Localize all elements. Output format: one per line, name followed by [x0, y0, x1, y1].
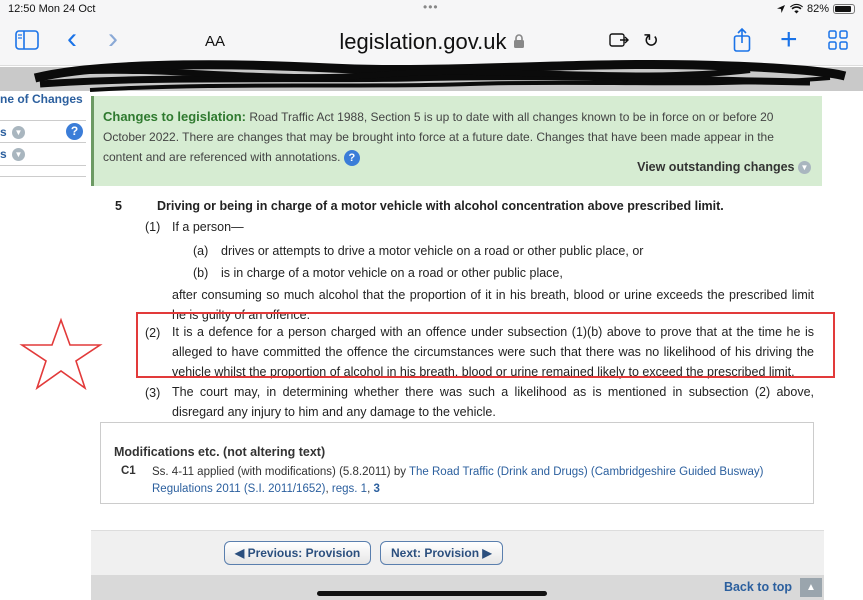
new-tab-button[interactable]: + [780, 23, 798, 56]
help-icon[interactable]: ? [66, 123, 83, 140]
subsection-3-text: The court may, in determining whether there was such a likelihood as is mentioned in subsection (2) above, disregard any injury to him and any damage to the vehicle. [172, 385, 814, 419]
status-right [776, 3, 855, 15]
home-indicator[interactable] [317, 591, 547, 596]
multitask-dots[interactable]: ••• [423, 0, 439, 14]
sidebar-row-1[interactable] [0, 120, 86, 143]
subsection-2-number: (2) [145, 326, 161, 340]
subsection-2-text: It is a defence for a person charged with an offence under subsection (1)(b) above to prove that at the time he is alleged to have committed the offence the circumstances were such that there was no likelihood of his driving the vehicle whilst the proportion of alcohol in his breath, blood or urine remained likely to exceed the prescribed limit. [172, 325, 814, 379]
help-icon[interactable]: ? [344, 150, 360, 166]
modification-c1-text [152, 464, 802, 498]
para-a-text: drives or attempts to drive a motor vehicle on a road or other public place, or [221, 244, 644, 258]
changes-notice [91, 96, 822, 186]
status-time: 12:50 Mon 24 Oct [8, 3, 96, 15]
chevron-down-icon: ▼ [798, 161, 811, 174]
sidebar-divider [0, 176, 86, 177]
previous-provision-button[interactable]: ◀ Previous: Provision [224, 541, 371, 565]
wifi-icon [790, 4, 803, 14]
lock-icon [513, 34, 525, 49]
modification-prefix: Ss. 4-11 applied (with modifications) (5.8.2011) by [152, 466, 406, 478]
annotation-highlight-box [136, 312, 835, 378]
domain-text: legislation.gov.uk [339, 29, 507, 54]
tabs-overview-icon[interactable] [828, 30, 848, 54]
sidebar-title[interactable]: ne of Changes [0, 92, 83, 106]
para-a-number: (a) [193, 244, 209, 258]
url-domain[interactable] [183, 29, 681, 55]
page-footer [91, 575, 824, 600]
separator: , [325, 483, 329, 495]
sidebar-row-2-label: s [0, 147, 7, 161]
view-outstanding-changes-link[interactable] [637, 157, 811, 177]
modifications-box [100, 422, 814, 504]
arrow-up-icon[interactable]: ▲ [800, 578, 822, 597]
reg-3-link[interactable]: 3 [373, 483, 380, 495]
regs-1-link[interactable]: regs. 1 [331, 483, 368, 495]
changes-label: Changes to legislation: [103, 109, 247, 124]
changes-text: Road Traffic Act 1988, Section 5 is up to date with all changes known to be in force on or before 20 October 2022. There are changes that may be brought into force at a future date. Changes that have been made appear in the content and are referenced with annotations. [103, 110, 774, 164]
modifications-title: Modifications etc. (not altering text) [114, 445, 326, 459]
separator: , [367, 483, 371, 495]
sidebar-toggle-icon[interactable] [15, 30, 39, 54]
star-annotation-icon [20, 318, 102, 390]
sidebar-row-2[interactable] [0, 143, 86, 166]
battery-percent: 82% [806, 3, 829, 15]
share-icon[interactable] [733, 28, 751, 56]
chevron-down-icon[interactable]: ▼ [12, 126, 25, 139]
forward-button[interactable]: › [108, 22, 118, 55]
regulation-link[interactable]: The Road Traffic (Drink and Drugs) (Cambridgeshire Guided Busway) Regulations 2011 (S.I. 2011/1652) [152, 466, 764, 495]
subsection-1-number: (1) [145, 220, 161, 234]
location-arrow-icon [776, 4, 786, 14]
para-b-text: is in charge of a motor vehicle on a road or other public place, [221, 266, 563, 280]
section-number: 5 [115, 199, 122, 213]
battery-icon [833, 4, 855, 14]
modification-c1-label: C1 [121, 465, 136, 477]
subsection-3-number: (3) [145, 386, 161, 400]
para-b-number: (b) [193, 266, 209, 280]
status-bar [0, 0, 863, 18]
chevron-down-icon[interactable]: ▼ [12, 148, 25, 161]
text-size-button[interactable]: AA [205, 33, 226, 50]
back-to-top-link[interactable]: Back to top [723, 580, 792, 594]
reader-icon[interactable] [609, 32, 629, 53]
provision-nav [91, 530, 824, 575]
sidebar-row-1-label: s [0, 125, 7, 139]
reload-button[interactable]: ↻ [643, 31, 659, 52]
subsection-1-text: If a person— [172, 220, 244, 234]
view-link-label: View outstanding changes [637, 160, 795, 174]
subsection-1-continuation: after consuming so much alcohol that the proportion of it in his breath, blood or urine exceeds the prescribed limit he is guilty of an offence. [172, 288, 814, 322]
section-title: Driving or being in charge of a motor vehicle with alcohol concentration above prescribed limit. [157, 199, 724, 213]
next-provision-button[interactable]: Next: Provision ▶ [380, 541, 503, 565]
back-button[interactable]: ‹ [67, 22, 77, 55]
